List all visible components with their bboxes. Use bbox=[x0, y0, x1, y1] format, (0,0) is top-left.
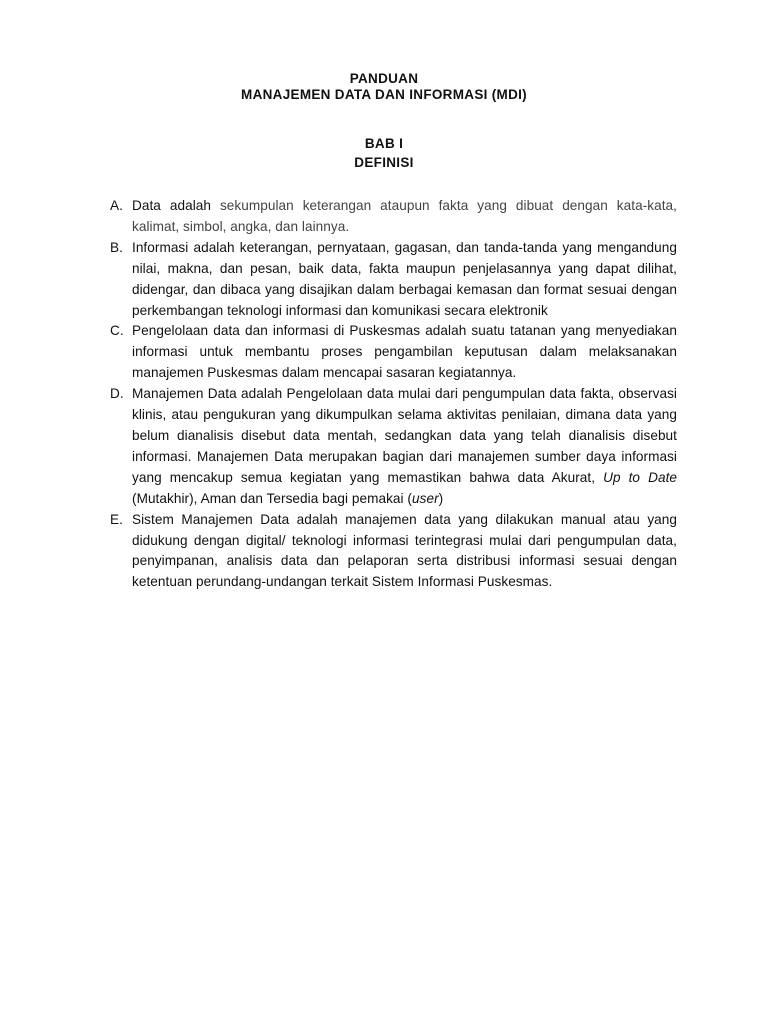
definition-term: Data adalah bbox=[132, 198, 211, 213]
definition-text: sekumpulan keterangan ataupun fakta yang dibuat dengan kata-kata, kalimat, simbol, angka, dan lainnya. bbox=[132, 198, 677, 234]
chapter-title: DEFINISI bbox=[354, 155, 414, 170]
definition-item-b bbox=[110, 238, 677, 322]
definition-text: Manajemen Data adalah Pengelolaan data mulai dari pengumpulan data fakta, observasi klinis, atau pengukuran yang dikumpulkan selama aktivitas penilaian, dimana data yang belum dianalisis disebut data mentah, sedangkan data yang telah dianalisis disebut informasi. Manajemen Data merupakan bagian dari manajemen sumber daya informasi yang mencakup semua kegiatan yang memastikan bahwa data Akurat, bbox=[132, 386, 677, 485]
definition-list bbox=[110, 196, 677, 593]
document-title: PANDUAN bbox=[349, 71, 419, 86]
list-marker: B. bbox=[110, 239, 123, 255]
definition-item-e bbox=[110, 510, 677, 594]
definition-italic-term: Up to Date bbox=[603, 469, 678, 485]
definition-text: (Mutakhir), Aman dan Tersedia bagi pemakai ( bbox=[132, 490, 413, 506]
chapter-number: BAB I bbox=[364, 136, 404, 151]
definition-text: ) bbox=[438, 490, 444, 506]
definition-item-a bbox=[110, 196, 677, 238]
definition-item-d bbox=[110, 384, 677, 509]
list-marker: E. bbox=[110, 511, 123, 527]
list-marker: C. bbox=[110, 323, 124, 339]
list-marker: D. bbox=[110, 386, 124, 402]
definition-text: Sistem Manajemen Data adalah manajemen data yang dilakukan manual atau yang didukung dengan digital/ teknologi informasi terintegrasi mulai dari pengumpulan data, penyimpanan, analisis data dan pelaporan serta distribusi informasi sesuai dengan ketentuan perundang-undangan terkait Sistem Informasi Puskesmas. bbox=[132, 511, 677, 590]
definition-item-c bbox=[110, 321, 677, 384]
definition-italic-term: user bbox=[412, 490, 439, 506]
document-subtitle: MANAJEMEN DATA DAN INFORMASI (MDI) bbox=[241, 87, 527, 102]
definition-text: Informasi adalah keterangan, pernyataan, gagasan, dan tanda-tanda yang mengandung nilai, makna, dan pesan, baik data, fakta maupun penjelasannya yang dapat dilihat, didengar, dan dibaca yang disajikan dalam berbagai kemasan dan format sesuai dengan perkembangan teknologi informasi dan komunikasi secara elektronik bbox=[132, 239, 677, 318]
list-marker: A. bbox=[110, 198, 123, 213]
definition-text: Pengelolaan data dan informasi di Puskesmas adalah suatu tatanan yang menyediakan informasi untuk membantu proses pengambilan keputusan dalam melaksanakan manajemen Puskesmas dalam mencapai sasaran kegiatannya. bbox=[132, 323, 677, 381]
